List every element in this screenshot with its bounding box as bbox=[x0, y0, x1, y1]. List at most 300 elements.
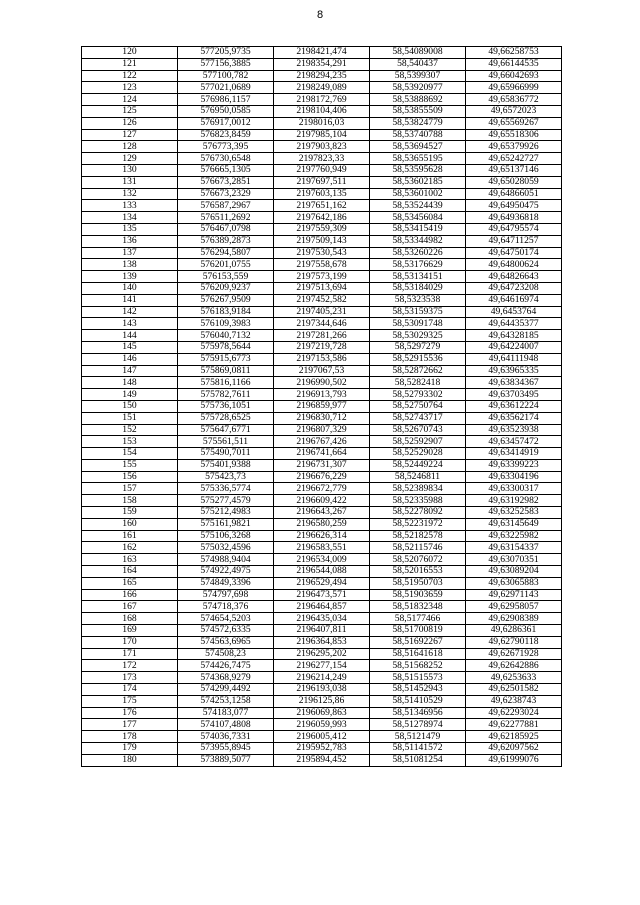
y-coordinate-cell: 2196464,857 bbox=[274, 601, 370, 613]
longitude-cell: 49,62293024 bbox=[466, 707, 562, 719]
point-number-cell: 161 bbox=[82, 530, 178, 542]
longitude-cell: 49,64435377 bbox=[466, 318, 562, 330]
latitude-cell: 58,53134151 bbox=[370, 271, 466, 283]
point-number-cell: 153 bbox=[82, 436, 178, 448]
longitude-cell: 49,64826643 bbox=[466, 271, 562, 283]
longitude-cell: 49,62097562 bbox=[466, 743, 562, 755]
x-coordinate-cell: 576986,1157 bbox=[178, 94, 274, 106]
longitude-cell: 49,63523938 bbox=[466, 424, 562, 436]
y-coordinate-cell: 2196473,571 bbox=[274, 589, 370, 601]
table-row bbox=[82, 684, 562, 696]
longitude-cell: 49,63154337 bbox=[466, 542, 562, 554]
table-row bbox=[82, 377, 562, 389]
y-coordinate-cell: 2197405,231 bbox=[274, 306, 370, 318]
point-number-cell: 160 bbox=[82, 518, 178, 530]
table-row bbox=[82, 117, 562, 129]
latitude-cell: 58,51410529 bbox=[370, 695, 466, 707]
longitude-cell: 49,62501582 bbox=[466, 684, 562, 696]
latitude-cell: 58,51641618 bbox=[370, 648, 466, 660]
table-row bbox=[82, 695, 562, 707]
longitude-cell: 49,64328185 bbox=[466, 330, 562, 342]
table-row bbox=[82, 129, 562, 141]
longitude-cell: 49,6453764 bbox=[466, 306, 562, 318]
longitude-cell: 49,62642886 bbox=[466, 660, 562, 672]
latitude-cell: 58,53415419 bbox=[370, 223, 466, 235]
x-coordinate-cell: 576773,395 bbox=[178, 141, 274, 153]
longitude-cell: 49,63065883 bbox=[466, 577, 562, 589]
y-coordinate-cell: 2196741,664 bbox=[274, 448, 370, 460]
x-coordinate-cell: 574036,7331 bbox=[178, 731, 274, 743]
table-row bbox=[82, 436, 562, 448]
table-row bbox=[82, 153, 562, 165]
latitude-cell: 58,52076072 bbox=[370, 554, 466, 566]
point-number-cell: 174 bbox=[82, 684, 178, 696]
y-coordinate-cell: 2197530,543 bbox=[274, 247, 370, 259]
longitude-cell: 49,63300317 bbox=[466, 483, 562, 495]
x-coordinate-cell: 574797,698 bbox=[178, 589, 274, 601]
coordinates-table bbox=[81, 46, 562, 767]
y-coordinate-cell: 2196767,426 bbox=[274, 436, 370, 448]
y-coordinate-cell: 2198249,089 bbox=[274, 82, 370, 94]
latitude-cell: 58,51081254 bbox=[370, 754, 466, 766]
x-coordinate-cell: 575728,6525 bbox=[178, 412, 274, 424]
x-coordinate-cell: 576201,0755 bbox=[178, 259, 274, 271]
table-row bbox=[82, 648, 562, 660]
x-coordinate-cell: 575915,6773 bbox=[178, 353, 274, 365]
x-coordinate-cell: 575978,5644 bbox=[178, 341, 274, 353]
longitude-cell: 49,65569267 bbox=[466, 117, 562, 129]
table-row bbox=[82, 601, 562, 613]
x-coordinate-cell: 577021,0689 bbox=[178, 82, 274, 94]
y-coordinate-cell: 2196364,853 bbox=[274, 636, 370, 648]
x-coordinate-cell: 576665,1305 bbox=[178, 164, 274, 176]
y-coordinate-cell: 2197642,186 bbox=[274, 212, 370, 224]
table-row bbox=[82, 235, 562, 247]
x-coordinate-cell: 576183,9184 bbox=[178, 306, 274, 318]
table-row bbox=[82, 507, 562, 519]
table-row bbox=[82, 212, 562, 224]
point-number-cell: 175 bbox=[82, 695, 178, 707]
longitude-cell: 49,61999076 bbox=[466, 754, 562, 766]
table-row bbox=[82, 400, 562, 412]
latitude-cell: 58,51278974 bbox=[370, 719, 466, 731]
table-row bbox=[82, 176, 562, 188]
table-row bbox=[82, 389, 562, 401]
table-row bbox=[82, 94, 562, 106]
table-row bbox=[82, 164, 562, 176]
y-coordinate-cell: 2196069,863 bbox=[274, 707, 370, 719]
point-number-cell: 139 bbox=[82, 271, 178, 283]
longitude-cell: 49,65836772 bbox=[466, 94, 562, 106]
longitude-cell: 49,6286361 bbox=[466, 625, 562, 637]
y-coordinate-cell: 2198016,03 bbox=[274, 117, 370, 129]
x-coordinate-cell: 576673,2329 bbox=[178, 188, 274, 200]
point-number-cell: 178 bbox=[82, 731, 178, 743]
table-row bbox=[82, 542, 562, 554]
table-row bbox=[82, 58, 562, 70]
longitude-cell: 49,63192982 bbox=[466, 495, 562, 507]
latitude-cell: 58,53176629 bbox=[370, 259, 466, 271]
longitude-cell: 49,65242727 bbox=[466, 153, 562, 165]
longitude-cell: 49,63612224 bbox=[466, 400, 562, 412]
x-coordinate-cell: 576730,6548 bbox=[178, 153, 274, 165]
y-coordinate-cell: 2197559,309 bbox=[274, 223, 370, 235]
table-row bbox=[82, 554, 562, 566]
table-row bbox=[82, 188, 562, 200]
point-number-cell: 140 bbox=[82, 282, 178, 294]
longitude-cell: 49,65028059 bbox=[466, 176, 562, 188]
point-number-cell: 150 bbox=[82, 400, 178, 412]
table-row bbox=[82, 707, 562, 719]
point-number-cell: 172 bbox=[82, 660, 178, 672]
point-number-cell: 120 bbox=[82, 47, 178, 59]
x-coordinate-cell: 576109,3983 bbox=[178, 318, 274, 330]
longitude-cell: 49,65379926 bbox=[466, 141, 562, 153]
point-number-cell: 167 bbox=[82, 601, 178, 613]
y-coordinate-cell: 2196583,551 bbox=[274, 542, 370, 554]
point-number-cell: 173 bbox=[82, 672, 178, 684]
longitude-cell: 49,62908389 bbox=[466, 613, 562, 625]
y-coordinate-cell: 2197573,199 bbox=[274, 271, 370, 283]
point-number-cell: 138 bbox=[82, 259, 178, 271]
longitude-cell: 49,62958057 bbox=[466, 601, 562, 613]
y-coordinate-cell: 2198421,474 bbox=[274, 47, 370, 59]
point-number-cell: 131 bbox=[82, 176, 178, 188]
table-row bbox=[82, 223, 562, 235]
y-coordinate-cell: 2197513,694 bbox=[274, 282, 370, 294]
latitude-cell: 58,5297279 bbox=[370, 341, 466, 353]
point-number-cell: 132 bbox=[82, 188, 178, 200]
latitude-cell: 58,5246811 bbox=[370, 471, 466, 483]
y-coordinate-cell: 2196277,154 bbox=[274, 660, 370, 672]
latitude-cell: 58,52115746 bbox=[370, 542, 466, 554]
table-row bbox=[82, 105, 562, 117]
longitude-cell: 49,63089204 bbox=[466, 566, 562, 578]
point-number-cell: 146 bbox=[82, 353, 178, 365]
latitude-cell: 58,52182578 bbox=[370, 530, 466, 542]
point-number-cell: 154 bbox=[82, 448, 178, 460]
table-row bbox=[82, 424, 562, 436]
point-number-cell: 163 bbox=[82, 554, 178, 566]
latitude-cell: 58,53091748 bbox=[370, 318, 466, 330]
latitude-cell: 58,540437 bbox=[370, 58, 466, 70]
latitude-cell: 58,52529028 bbox=[370, 448, 466, 460]
point-number-cell: 156 bbox=[82, 471, 178, 483]
table-row bbox=[82, 459, 562, 471]
longitude-cell: 49,6253633 bbox=[466, 672, 562, 684]
longitude-cell: 49,63414919 bbox=[466, 448, 562, 460]
table-row bbox=[82, 47, 562, 59]
y-coordinate-cell: 2196214,249 bbox=[274, 672, 370, 684]
y-coordinate-cell: 2198294,235 bbox=[274, 70, 370, 82]
latitude-cell: 58,53920977 bbox=[370, 82, 466, 94]
y-coordinate-cell: 2197219,728 bbox=[274, 341, 370, 353]
point-number-cell: 129 bbox=[82, 153, 178, 165]
table-row bbox=[82, 660, 562, 672]
x-coordinate-cell: 574107,4808 bbox=[178, 719, 274, 731]
latitude-cell: 58,51515573 bbox=[370, 672, 466, 684]
longitude-cell: 49,64936818 bbox=[466, 212, 562, 224]
longitude-cell: 49,63834367 bbox=[466, 377, 562, 389]
longitude-cell: 49,6572023 bbox=[466, 105, 562, 117]
x-coordinate-cell: 573955,8945 bbox=[178, 743, 274, 755]
point-number-cell: 124 bbox=[82, 94, 178, 106]
latitude-cell: 58,51141572 bbox=[370, 743, 466, 755]
latitude-cell: 58,5399307 bbox=[370, 70, 466, 82]
point-number-cell: 169 bbox=[82, 625, 178, 637]
point-number-cell: 157 bbox=[82, 483, 178, 495]
x-coordinate-cell: 575782,7611 bbox=[178, 389, 274, 401]
x-coordinate-cell: 573889,5077 bbox=[178, 754, 274, 766]
x-coordinate-cell: 574849,3396 bbox=[178, 577, 274, 589]
point-number-cell: 145 bbox=[82, 341, 178, 353]
table-row bbox=[82, 577, 562, 589]
point-number-cell: 147 bbox=[82, 365, 178, 377]
latitude-cell: 58,53595628 bbox=[370, 164, 466, 176]
longitude-cell: 49,64750174 bbox=[466, 247, 562, 259]
latitude-cell: 58,5323538 bbox=[370, 294, 466, 306]
x-coordinate-cell: 576209,9237 bbox=[178, 282, 274, 294]
x-coordinate-cell: 575336,5774 bbox=[178, 483, 274, 495]
point-number-cell: 136 bbox=[82, 235, 178, 247]
table-row bbox=[82, 613, 562, 625]
latitude-cell: 58,52793302 bbox=[370, 389, 466, 401]
point-number-cell: 149 bbox=[82, 389, 178, 401]
x-coordinate-cell: 576389,2873 bbox=[178, 235, 274, 247]
longitude-cell: 49,63304196 bbox=[466, 471, 562, 483]
point-number-cell: 165 bbox=[82, 577, 178, 589]
point-number-cell: 141 bbox=[82, 294, 178, 306]
point-number-cell: 151 bbox=[82, 412, 178, 424]
longitude-cell: 49,66258753 bbox=[466, 47, 562, 59]
y-coordinate-cell: 2198104,406 bbox=[274, 105, 370, 117]
y-coordinate-cell: 2196534,009 bbox=[274, 554, 370, 566]
point-number-cell: 144 bbox=[82, 330, 178, 342]
longitude-cell: 49,63457472 bbox=[466, 436, 562, 448]
y-coordinate-cell: 2196005,412 bbox=[274, 731, 370, 743]
x-coordinate-cell: 576823,8459 bbox=[178, 129, 274, 141]
latitude-cell: 58,53601002 bbox=[370, 188, 466, 200]
latitude-cell: 58,5282418 bbox=[370, 377, 466, 389]
y-coordinate-cell: 2197558,678 bbox=[274, 259, 370, 271]
x-coordinate-cell: 575736,1051 bbox=[178, 400, 274, 412]
table-row bbox=[82, 471, 562, 483]
point-number-cell: 168 bbox=[82, 613, 178, 625]
y-coordinate-cell: 2196913,793 bbox=[274, 389, 370, 401]
latitude-cell: 58,51903659 bbox=[370, 589, 466, 601]
y-coordinate-cell: 2196609,422 bbox=[274, 495, 370, 507]
latitude-cell: 58,5177466 bbox=[370, 613, 466, 625]
latitude-cell: 58,53456084 bbox=[370, 212, 466, 224]
table-row bbox=[82, 271, 562, 283]
y-coordinate-cell: 2197697,511 bbox=[274, 176, 370, 188]
page-number: 8 bbox=[316, 9, 324, 21]
point-number-cell: 179 bbox=[82, 743, 178, 755]
x-coordinate-cell: 575647,6771 bbox=[178, 424, 274, 436]
point-number-cell: 137 bbox=[82, 247, 178, 259]
x-coordinate-cell: 576153,559 bbox=[178, 271, 274, 283]
y-coordinate-cell: 2198354,291 bbox=[274, 58, 370, 70]
y-coordinate-cell: 2197823,33 bbox=[274, 153, 370, 165]
longitude-cell: 49,64723208 bbox=[466, 282, 562, 294]
point-number-cell: 177 bbox=[82, 719, 178, 731]
table-row bbox=[82, 530, 562, 542]
point-number-cell: 170 bbox=[82, 636, 178, 648]
x-coordinate-cell: 574253,1258 bbox=[178, 695, 274, 707]
latitude-cell: 58,53184029 bbox=[370, 282, 466, 294]
longitude-cell: 49,63145649 bbox=[466, 518, 562, 530]
point-number-cell: 176 bbox=[82, 707, 178, 719]
point-number-cell: 171 bbox=[82, 648, 178, 660]
latitude-cell: 58,53855509 bbox=[370, 105, 466, 117]
x-coordinate-cell: 574426,7475 bbox=[178, 660, 274, 672]
latitude-cell: 58,53029325 bbox=[370, 330, 466, 342]
y-coordinate-cell: 2196407,811 bbox=[274, 625, 370, 637]
y-coordinate-cell: 2197281,266 bbox=[274, 330, 370, 342]
latitude-cell: 58,51700819 bbox=[370, 625, 466, 637]
y-coordinate-cell: 2196193,038 bbox=[274, 684, 370, 696]
x-coordinate-cell: 575277,4579 bbox=[178, 495, 274, 507]
point-number-cell: 128 bbox=[82, 141, 178, 153]
x-coordinate-cell: 576950,0585 bbox=[178, 105, 274, 117]
y-coordinate-cell: 2196544,088 bbox=[274, 566, 370, 578]
table-row bbox=[82, 448, 562, 460]
point-number-cell: 123 bbox=[82, 82, 178, 94]
longitude-cell: 49,64616974 bbox=[466, 294, 562, 306]
y-coordinate-cell: 2197153,586 bbox=[274, 353, 370, 365]
x-coordinate-cell: 575161,9821 bbox=[178, 518, 274, 530]
point-number-cell: 164 bbox=[82, 566, 178, 578]
longitude-cell: 49,64711257 bbox=[466, 235, 562, 247]
x-coordinate-cell: 575816,1166 bbox=[178, 377, 274, 389]
table-row bbox=[82, 743, 562, 755]
latitude-cell: 58,51452943 bbox=[370, 684, 466, 696]
y-coordinate-cell: 2197344,646 bbox=[274, 318, 370, 330]
point-number-cell: 127 bbox=[82, 129, 178, 141]
x-coordinate-cell: 577205,9735 bbox=[178, 47, 274, 59]
y-coordinate-cell: 2196059,993 bbox=[274, 719, 370, 731]
latitude-cell: 58,52915536 bbox=[370, 353, 466, 365]
latitude-cell: 58,52231972 bbox=[370, 518, 466, 530]
x-coordinate-cell: 574563,6965 bbox=[178, 636, 274, 648]
table-row bbox=[82, 247, 562, 259]
table-row bbox=[82, 70, 562, 82]
x-coordinate-cell: 575032,4596 bbox=[178, 542, 274, 554]
y-coordinate-cell: 2196643,267 bbox=[274, 507, 370, 519]
x-coordinate-cell: 576587,2967 bbox=[178, 200, 274, 212]
x-coordinate-cell: 576511,2692 bbox=[178, 212, 274, 224]
coordinates-table-body bbox=[82, 47, 562, 767]
table-row bbox=[82, 141, 562, 153]
table-row bbox=[82, 518, 562, 530]
x-coordinate-cell: 576673,2851 bbox=[178, 176, 274, 188]
longitude-cell: 49,63399223 bbox=[466, 459, 562, 471]
table-row bbox=[82, 672, 562, 684]
point-number-cell: 135 bbox=[82, 223, 178, 235]
longitude-cell: 49,63225982 bbox=[466, 530, 562, 542]
latitude-cell: 58,52278092 bbox=[370, 507, 466, 519]
x-coordinate-cell: 574988,9404 bbox=[178, 554, 274, 566]
longitude-cell: 49,63965335 bbox=[466, 365, 562, 377]
x-coordinate-cell: 575490,7011 bbox=[178, 448, 274, 460]
y-coordinate-cell: 2196731,307 bbox=[274, 459, 370, 471]
x-coordinate-cell: 576294,5807 bbox=[178, 247, 274, 259]
point-number-cell: 143 bbox=[82, 318, 178, 330]
y-coordinate-cell: 2196676,229 bbox=[274, 471, 370, 483]
longitude-cell: 49,62971143 bbox=[466, 589, 562, 601]
longitude-cell: 49,64224007 bbox=[466, 341, 562, 353]
latitude-cell: 58,53655195 bbox=[370, 153, 466, 165]
table-row bbox=[82, 259, 562, 271]
point-number-cell: 126 bbox=[82, 117, 178, 129]
latitude-cell: 58,52743717 bbox=[370, 412, 466, 424]
table-row bbox=[82, 566, 562, 578]
y-coordinate-cell: 2196672,779 bbox=[274, 483, 370, 495]
longitude-cell: 49,62790118 bbox=[466, 636, 562, 648]
x-coordinate-cell: 574183,077 bbox=[178, 707, 274, 719]
point-number-cell: 159 bbox=[82, 507, 178, 519]
longitude-cell: 49,62185925 bbox=[466, 731, 562, 743]
y-coordinate-cell: 2197452,582 bbox=[274, 294, 370, 306]
longitude-cell: 49,62277881 bbox=[466, 719, 562, 731]
y-coordinate-cell: 2197651,162 bbox=[274, 200, 370, 212]
longitude-cell: 49,66042693 bbox=[466, 70, 562, 82]
table-row bbox=[82, 636, 562, 648]
latitude-cell: 58,52389834 bbox=[370, 483, 466, 495]
y-coordinate-cell: 2196830,712 bbox=[274, 412, 370, 424]
y-coordinate-cell: 2197903,823 bbox=[274, 141, 370, 153]
longitude-cell: 49,63562174 bbox=[466, 412, 562, 424]
x-coordinate-cell: 577156,3885 bbox=[178, 58, 274, 70]
y-coordinate-cell: 2197603,135 bbox=[274, 188, 370, 200]
table-row bbox=[82, 282, 562, 294]
longitude-cell: 49,62671928 bbox=[466, 648, 562, 660]
point-number-cell: 121 bbox=[82, 58, 178, 70]
y-coordinate-cell: 2196295,202 bbox=[274, 648, 370, 660]
y-coordinate-cell: 2198172,769 bbox=[274, 94, 370, 106]
latitude-cell: 58,53344982 bbox=[370, 235, 466, 247]
x-coordinate-cell: 574654,5203 bbox=[178, 613, 274, 625]
table-row bbox=[82, 483, 562, 495]
latitude-cell: 58,51568252 bbox=[370, 660, 466, 672]
y-coordinate-cell: 2197509,143 bbox=[274, 235, 370, 247]
y-coordinate-cell: 2197760,949 bbox=[274, 164, 370, 176]
longitude-cell: 49,63252583 bbox=[466, 507, 562, 519]
latitude-cell: 58,51950703 bbox=[370, 577, 466, 589]
x-coordinate-cell: 576467,0798 bbox=[178, 223, 274, 235]
x-coordinate-cell: 575423,73 bbox=[178, 471, 274, 483]
x-coordinate-cell: 574299,4492 bbox=[178, 684, 274, 696]
table-row bbox=[82, 82, 562, 94]
latitude-cell: 58,51346956 bbox=[370, 707, 466, 719]
latitude-cell: 58,52872662 bbox=[370, 365, 466, 377]
y-coordinate-cell: 2196859,977 bbox=[274, 400, 370, 412]
table-row bbox=[82, 294, 562, 306]
table-row bbox=[82, 365, 562, 377]
longitude-cell: 49,65518306 bbox=[466, 129, 562, 141]
x-coordinate-cell: 575869,0811 bbox=[178, 365, 274, 377]
table-row bbox=[82, 589, 562, 601]
point-number-cell: 130 bbox=[82, 164, 178, 176]
y-coordinate-cell: 2195952,783 bbox=[274, 743, 370, 755]
latitude-cell: 58,53602185 bbox=[370, 176, 466, 188]
latitude-cell: 58,53824779 bbox=[370, 117, 466, 129]
table-row bbox=[82, 412, 562, 424]
point-number-cell: 155 bbox=[82, 459, 178, 471]
table-row bbox=[82, 731, 562, 743]
point-number-cell: 152 bbox=[82, 424, 178, 436]
x-coordinate-cell: 574508,23 bbox=[178, 648, 274, 660]
